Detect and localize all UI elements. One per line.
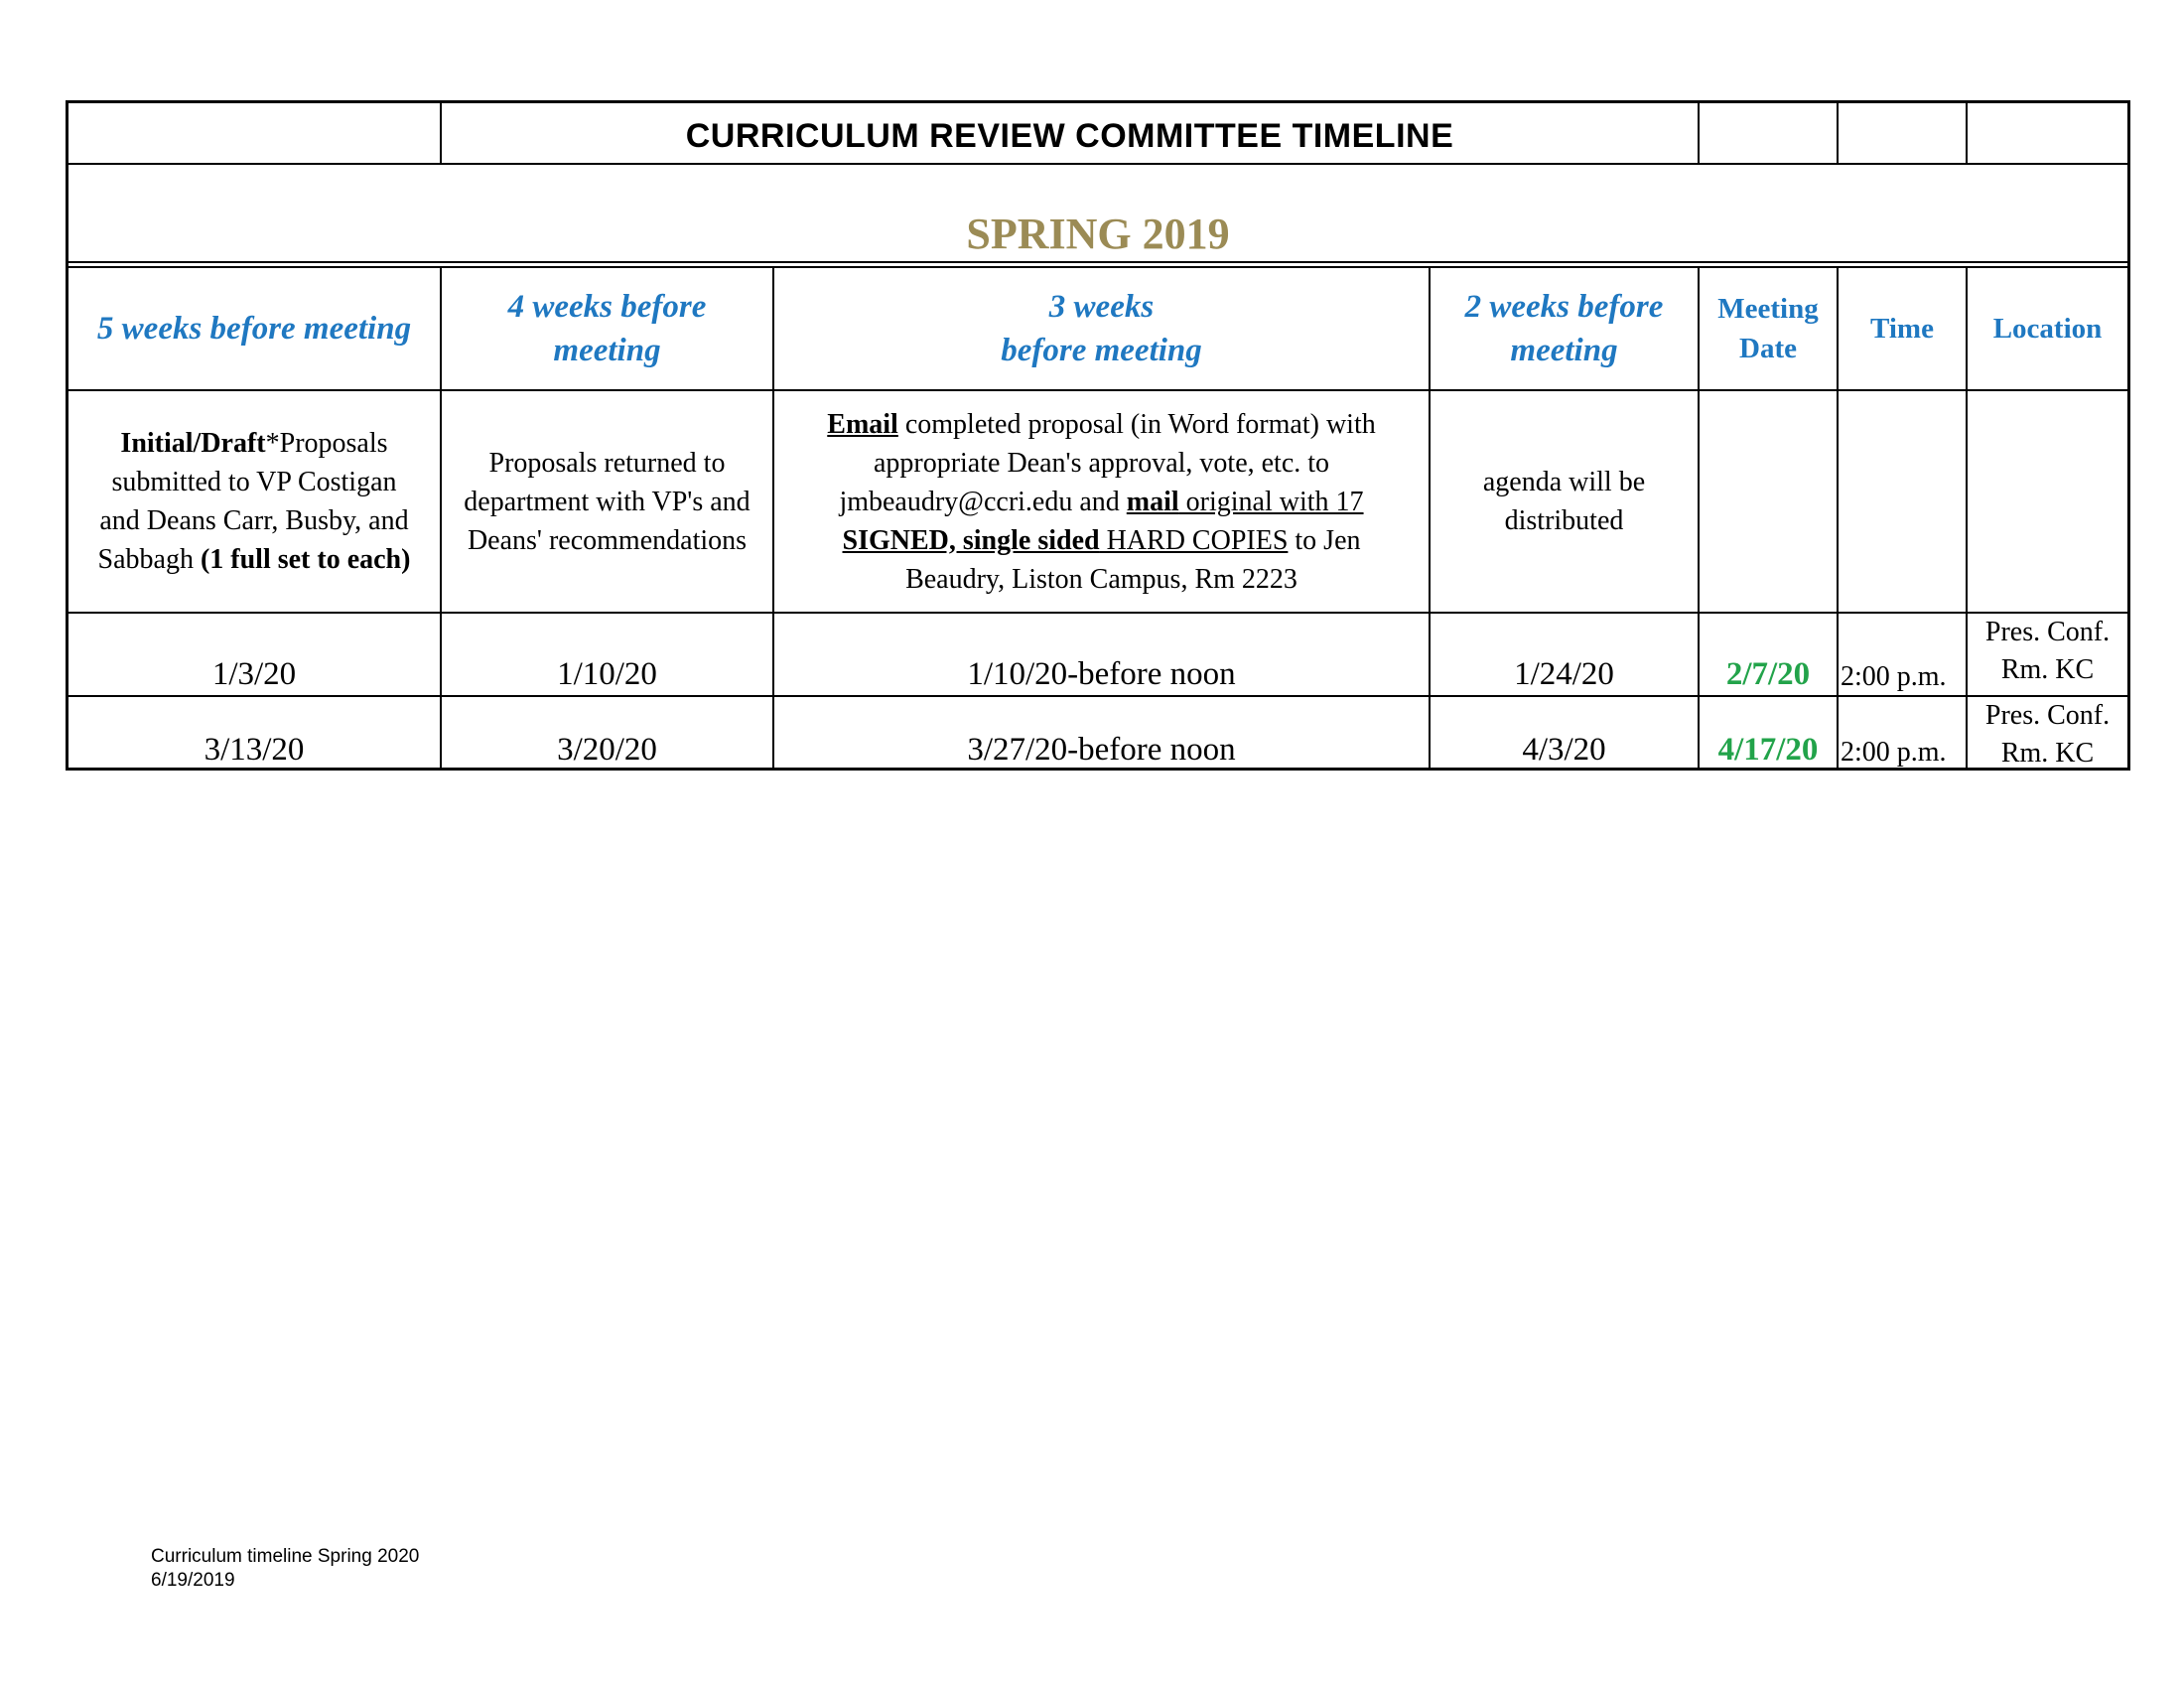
- table-row-2-location-line2: Rm. KC: [2000, 738, 2095, 769]
- initial-draft-label: Initial/Draft: [120, 428, 266, 459]
- header-3-weeks-line1: 3 weeks: [1048, 289, 1155, 325]
- description-3-weeks-line2: appropriate Dean's approval, vote, etc. to: [873, 447, 1330, 479]
- header-location-label: Location: [1992, 313, 2103, 345]
- timeline-table: [66, 100, 2130, 771]
- table-row-1-location-line1: Pres. Conf.: [1984, 617, 2111, 647]
- header-4-weeks-line2: meeting: [553, 333, 661, 368]
- table-row-2-location-line1: Pres. Conf.: [1984, 700, 2111, 731]
- semester-heading: SPRING 2019: [966, 210, 1230, 258]
- table-row-1-2-weeks: 1/24/20: [1514, 656, 1614, 692]
- header-4-weeks: [442, 268, 772, 389]
- header-5-weeks: [68, 268, 440, 389]
- description-2-weeks-line1: agenda will be: [1482, 467, 1646, 497]
- rule-semester-a: [68, 261, 2127, 263]
- table-row-1-location: [1968, 614, 2127, 695]
- description-5-weeks-line2: submitted to VP Costigan: [111, 467, 397, 497]
- table-row-1-3-weeks: 1/10/20-before noon: [967, 656, 1236, 692]
- header-5-weeks-label: 5 weeks before meeting: [96, 311, 412, 347]
- hard-copies-label: HARD COPIES: [1099, 524, 1289, 556]
- description-3-weeks-line1: completed proposal (in Word format) with: [897, 408, 1376, 440]
- header-meeting-date-line2: Date: [1739, 333, 1797, 364]
- original-copies-text: original with 17: [1178, 486, 1364, 517]
- description-4-weeks: [442, 391, 772, 612]
- vrule-title-6: [1837, 103, 1839, 163]
- header-4-weeks-line1: 4 weeks before: [507, 289, 707, 325]
- description-3-weeks-line5: Beaudry, Liston Campus, Rm 2223: [905, 563, 1297, 595]
- description-5-weeks: [68, 391, 440, 612]
- header-2-weeks: [1431, 268, 1698, 389]
- description-4-weeks-line3: Deans' recommendations: [467, 524, 748, 556]
- table-row-1-meeting-date: 2/7/20: [1725, 656, 1811, 692]
- header-time-label: Time: [1870, 313, 1934, 345]
- header-3-weeks: [774, 268, 1429, 389]
- vrule-title-5: [1698, 103, 1700, 163]
- header-time: [1839, 268, 1966, 389]
- footer-date: 6/19/2019: [151, 1570, 235, 1591]
- table-row-2-time: 2:00 p.m.: [1841, 737, 1947, 768]
- description-5-weeks-line3: and Deans Carr, Busby, and: [99, 505, 409, 536]
- vrule-title-7: [1966, 103, 1968, 163]
- header-location: [1968, 268, 2127, 389]
- table-row-1-4-weeks: 1/10/20: [557, 656, 657, 692]
- table-row-2-5-weeks: 3/13/20: [204, 732, 305, 768]
- description-3-weeks: [774, 391, 1429, 612]
- table-row-2-4-weeks: 3/20/20: [557, 732, 657, 768]
- full-set-note: (1 full set to each): [200, 544, 411, 575]
- table-row-2-3-weeks: 3/27/20-before noon: [967, 732, 1236, 768]
- table-row-1-5-weeks: 1/3/20: [211, 656, 297, 692]
- description-4-weeks-line1: Proposals returned to: [488, 447, 726, 479]
- header-3-weeks-line2: before meeting: [1001, 333, 1202, 368]
- description-2-weeks-line2: distributed: [1504, 505, 1624, 536]
- header-meeting-date: [1700, 268, 1837, 389]
- table-row-1-location-line2: Rm. KC: [2000, 654, 2095, 685]
- mail-label: mail: [1126, 486, 1179, 517]
- header-2-weeks-line2: meeting: [1510, 333, 1618, 368]
- email-label: Email: [827, 408, 898, 440]
- table-row-1-time: 2:00 p.m.: [1841, 661, 1947, 692]
- description-3-weeks-line3: jmbeaudry@ccri.edu and: [839, 486, 1127, 517]
- description-5-weeks-line1: *Proposals: [265, 428, 388, 459]
- signed-label: SIGNED, single sided: [842, 524, 1100, 556]
- header-meeting-date-line1: Meeting: [1717, 293, 1819, 325]
- table-row-2-2-weeks: 4/3/20: [1522, 732, 1606, 768]
- description-2-weeks: [1431, 391, 1698, 612]
- table-row-2-meeting-date: 4/17/20: [1717, 732, 1819, 768]
- table-row-2-location: [1968, 697, 2127, 771]
- header-2-weeks-line1: 2 weeks before: [1464, 289, 1664, 325]
- footer-document-name: Curriculum timeline Spring 2020: [151, 1546, 420, 1567]
- page-title: CURRICULUM REVIEW COMMITTEE TIMELINE: [685, 116, 1454, 155]
- description-5-weeks-line4: Sabbagh: [97, 544, 201, 575]
- description-3-weeks-line4: to Jen: [1288, 524, 1361, 556]
- description-4-weeks-line2: department with VP's and: [464, 486, 751, 517]
- page-footer: [151, 1545, 419, 1593]
